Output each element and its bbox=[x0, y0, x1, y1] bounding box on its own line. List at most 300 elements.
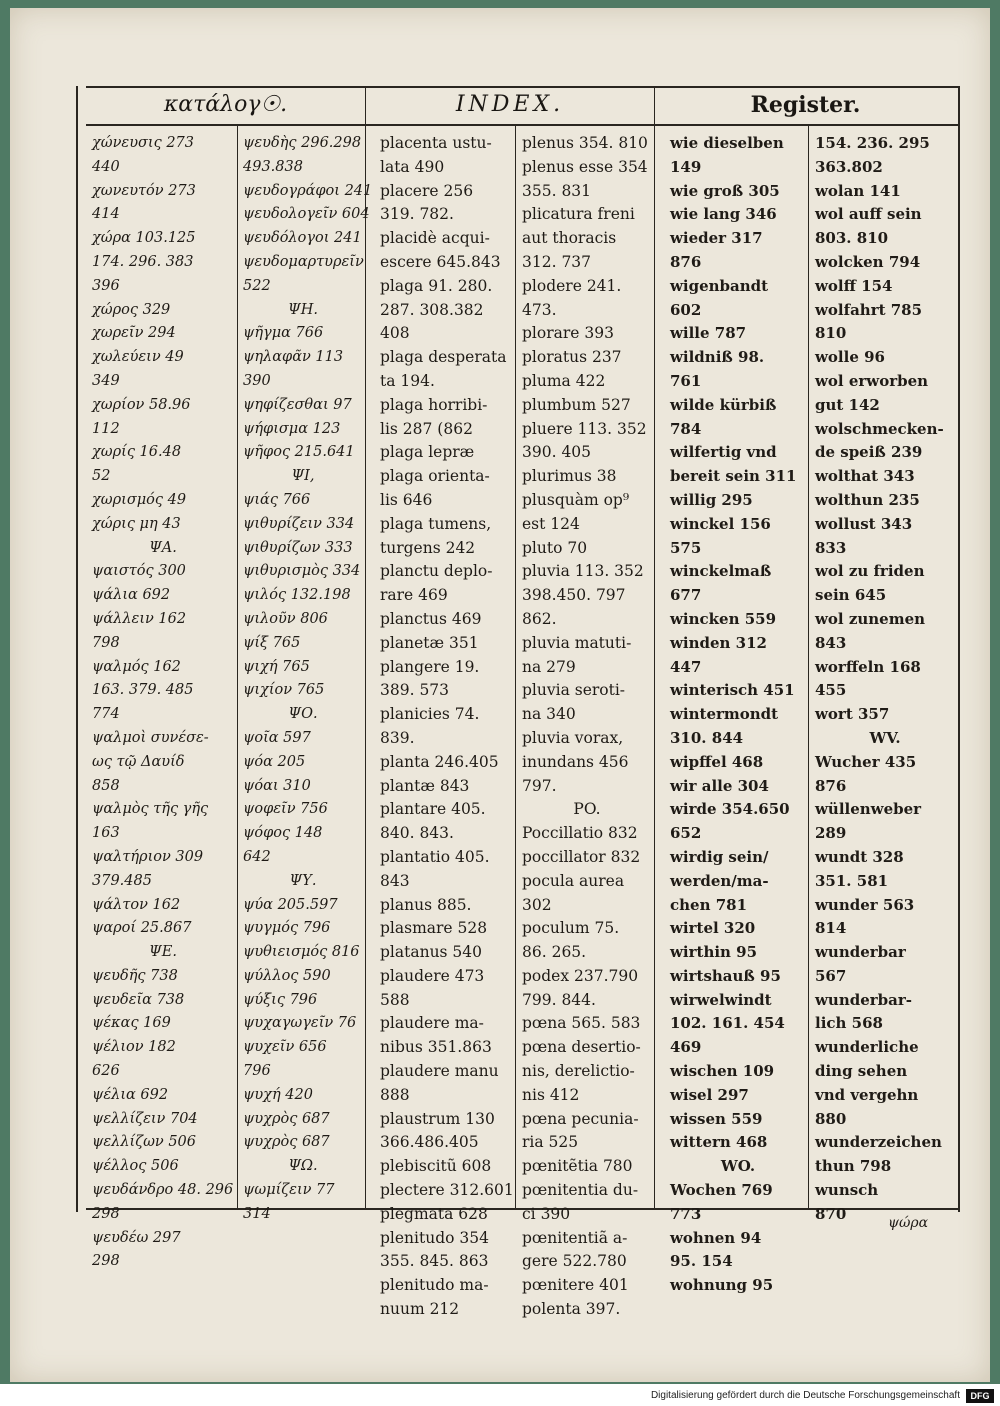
index-entry: ψιθυρίζων 333 bbox=[243, 539, 353, 556]
index-entry: 102. 161. 454 bbox=[670, 1014, 785, 1033]
index-entry: plaga tumens, bbox=[380, 514, 492, 533]
index-entry: 86. 265. bbox=[522, 943, 587, 962]
index-entry: plangere 19. bbox=[380, 657, 480, 676]
index-entry: plaga orienta- bbox=[380, 467, 490, 486]
index-entry: 799. 844. bbox=[522, 990, 596, 1009]
index-entry: ψευδολογεῖν 604 bbox=[243, 206, 370, 223]
catchword: ψώρα bbox=[888, 1215, 929, 1231]
index-entry: wirdig sein/ bbox=[670, 847, 769, 866]
index-entry: plodere 241. bbox=[522, 276, 622, 295]
index-entry: 588 bbox=[380, 990, 410, 1009]
index-entry: χώρις μη 43 bbox=[92, 515, 181, 532]
index-entry: plaga horribi- bbox=[380, 395, 488, 414]
index-entry: ψευδομαρτυρεῖν bbox=[243, 253, 364, 270]
index-entry: planctus 469 bbox=[380, 609, 482, 628]
index-entry: 784 bbox=[670, 419, 702, 438]
funding-credit: Digitalisierung gefördert durch die Deutsche Forschungsgemeinschaft bbox=[650, 1390, 960, 1401]
index-entry: ψέλια 692 bbox=[92, 1086, 169, 1103]
index-entry: 408 bbox=[380, 324, 410, 343]
index-entry: plantare 405. bbox=[380, 800, 486, 819]
index-entry: ΨΥ. bbox=[289, 872, 317, 889]
index-entry: pœna pecunia- bbox=[522, 1109, 639, 1128]
index-entry: ψιθυρίζειν 334 bbox=[243, 515, 355, 532]
index-entry: winterisch 451 bbox=[670, 681, 795, 700]
index-entry: plebiscitũ 608 bbox=[380, 1157, 492, 1176]
index-entry: wohnung 95 bbox=[670, 1276, 774, 1295]
index-entry: wunderzeichen bbox=[815, 1133, 942, 1152]
index-entry: 310. 844 bbox=[670, 728, 744, 747]
index-entry: 455 bbox=[815, 681, 847, 700]
index-entry: 880 bbox=[815, 1109, 847, 1128]
index-entry: ψῆγμα 766 bbox=[243, 325, 324, 342]
index-entry: wir alle 304 bbox=[670, 776, 769, 795]
index-entry: pluto 70 bbox=[522, 538, 588, 557]
index-entry: wigenbandt bbox=[670, 276, 769, 295]
index-entry: wolle 96 bbox=[815, 348, 885, 367]
index-entry: inundans 456 bbox=[522, 752, 629, 771]
index-entry: wolfahrt 785 bbox=[815, 300, 923, 319]
index-entry: placere 256 bbox=[380, 181, 474, 200]
index-entry: 493.838 bbox=[243, 158, 303, 175]
index-entry: 833 bbox=[815, 538, 847, 557]
index-entry: ψαλτήριον 309 bbox=[92, 848, 204, 865]
index-entry: 298 bbox=[92, 1253, 120, 1270]
index-entry: worffeln 168 bbox=[815, 657, 921, 676]
index-entry: polenta 397. bbox=[522, 1300, 621, 1319]
index-entry: de speiß 239 bbox=[815, 443, 923, 462]
german-column-left bbox=[670, 132, 806, 1295]
index-entry: 642 bbox=[243, 848, 271, 865]
index-entry: 396 bbox=[92, 277, 120, 294]
index-entry: planetæ 351 bbox=[380, 633, 479, 652]
index-entry: plurimus 38 bbox=[522, 467, 617, 486]
index-entry: ψυγμός 796 bbox=[243, 920, 331, 937]
index-entry: 287. 308.382 bbox=[380, 300, 484, 319]
index-entry: plaga 91. 280. bbox=[380, 276, 493, 295]
index-entry: 351. 581 bbox=[815, 871, 889, 890]
index-entry: pœnitẽtia 780 bbox=[522, 1157, 633, 1176]
index-entry: wirtel 320 bbox=[670, 919, 756, 938]
latin-column-right bbox=[522, 132, 652, 1319]
index-entry: 355. 845. 863 bbox=[380, 1252, 489, 1271]
index-entry: Poccillatio 832 bbox=[522, 824, 638, 843]
index-entry: Wucher 435 bbox=[815, 752, 917, 771]
index-entry: wolthun 235 bbox=[815, 490, 920, 509]
index-entry: 626 bbox=[92, 1063, 120, 1080]
index-entry: plusquàm op⁹ bbox=[522, 490, 630, 509]
index-entry: 858 bbox=[92, 777, 120, 794]
index-entry: WV. bbox=[869, 728, 901, 747]
index-entry: χώρα 103.125 bbox=[92, 230, 196, 247]
index-entry: pluvia vorax, bbox=[522, 728, 624, 747]
index-entry: ψιχή 765 bbox=[243, 658, 310, 675]
index-entry: wintermondt bbox=[670, 705, 779, 724]
index-entry: nuum 212 bbox=[380, 1300, 460, 1319]
index-entry: wüllenweber bbox=[815, 800, 922, 819]
index-entry: 522 bbox=[243, 277, 271, 294]
index-entry: 440 bbox=[92, 158, 120, 175]
index-entry: pœnitentiã a- bbox=[522, 1228, 628, 1247]
index-entry: 302 bbox=[522, 895, 552, 914]
index-entry: vnd vergehn bbox=[815, 1085, 919, 1104]
index-entry: ψόφος 148 bbox=[243, 825, 323, 842]
index-entry: 774 bbox=[92, 706, 120, 723]
index-entry: ψηλαφᾶν 113 bbox=[243, 349, 344, 366]
index-entry: 163 bbox=[92, 825, 120, 842]
index-entry: plorare 393 bbox=[522, 324, 614, 343]
index-entry: wunder 563 bbox=[815, 895, 915, 914]
index-entry: wieder 317 bbox=[670, 229, 763, 248]
index-entry: ΨΗ. bbox=[288, 301, 318, 318]
index-entry: wollust 343 bbox=[815, 514, 913, 533]
index-entry: wolthat 343 bbox=[815, 467, 915, 486]
index-entry: wol auff sein bbox=[815, 205, 922, 224]
index-entry: wipffel 468 bbox=[670, 752, 764, 771]
index-entry: pluvia matuti- bbox=[522, 633, 632, 652]
index-entry: 366.486.405 bbox=[380, 1133, 479, 1152]
index-entry: plasmare 528 bbox=[380, 919, 488, 938]
index-entry: pœnitere 401 bbox=[522, 1276, 629, 1295]
index-entry: plicatura freni bbox=[522, 205, 635, 224]
index-entry: WO. bbox=[720, 1157, 756, 1176]
index-entry: pluma 422 bbox=[522, 371, 606, 390]
index-entry: 803. 810 bbox=[815, 229, 889, 248]
index-entry: ΨΩ. bbox=[288, 1158, 318, 1175]
index-entry: plumbum 527 bbox=[522, 395, 631, 414]
index-entry: 810 bbox=[815, 324, 847, 343]
index-entry: ψυχρὸς 687 bbox=[243, 1110, 330, 1127]
index-entry: wort 357 bbox=[815, 705, 890, 724]
register-heading: Register. bbox=[750, 92, 861, 118]
index-entry: ψευδεῖα 738 bbox=[92, 991, 185, 1008]
index-entry: ψελλίζων 506 bbox=[92, 1134, 196, 1151]
index-entry: placidè acqui- bbox=[380, 229, 490, 248]
index-entry: 876 bbox=[670, 252, 702, 271]
index-entry: ta 194. bbox=[380, 371, 435, 390]
index-entry: podex 237.790 bbox=[522, 966, 639, 985]
index-entry: ψοῖα 597 bbox=[243, 729, 311, 746]
index-entry: plaudere manu bbox=[380, 1062, 499, 1081]
index-entry: rare 469 bbox=[380, 586, 448, 605]
index-entry: ΨΑ. bbox=[149, 539, 177, 556]
index-entry: 390. 405 bbox=[522, 443, 592, 462]
index-entry: lata 490 bbox=[380, 157, 445, 176]
index-entry: ψευδόλογοι 241 bbox=[243, 230, 362, 247]
index-entry: chen 781 bbox=[670, 895, 748, 914]
index-entry: 761 bbox=[670, 371, 702, 390]
index-entry: 796 bbox=[243, 1063, 271, 1080]
index-entry: ψέλιον 182 bbox=[92, 1039, 176, 1056]
index-entry: ψυχή 420 bbox=[243, 1086, 313, 1103]
index-entry: pocula aurea bbox=[522, 871, 625, 890]
index-entry: wol erworben bbox=[815, 371, 929, 390]
index-entry: ψελλίζειν 704 bbox=[92, 1110, 198, 1127]
index-entry: plenitudo ma- bbox=[380, 1276, 489, 1295]
index-entry: wittern 468 bbox=[670, 1133, 768, 1152]
index-entry: 163. 379. 485 bbox=[92, 682, 194, 699]
index-entry: 862. bbox=[522, 609, 557, 628]
index-entry: lich 568 bbox=[815, 1014, 883, 1033]
greek-column-left bbox=[92, 132, 234, 1270]
index-entry: ψίξ 765 bbox=[243, 634, 301, 651]
index-entry: PO. bbox=[573, 800, 601, 819]
index-entry: poculum 75. bbox=[522, 919, 620, 938]
index-entry: platanus 540 bbox=[380, 943, 483, 962]
index-entry: wirwelwindt bbox=[670, 990, 772, 1009]
index-entry: 798 bbox=[92, 634, 120, 651]
index-entry: wissen 559 bbox=[670, 1109, 763, 1128]
index-entry: nibus 351.863 bbox=[380, 1038, 492, 1057]
index-entry: wunsch bbox=[815, 1181, 879, 1200]
index-entry: 52 bbox=[92, 468, 111, 485]
index-entry: wie groß 305 bbox=[670, 181, 780, 200]
index-entry: turgens 242 bbox=[380, 538, 476, 557]
index-entry: ψυχαγωγεῖν 76 bbox=[243, 1015, 357, 1032]
index-entry: ψάλτον 162 bbox=[92, 896, 181, 913]
index-entry: 389. 573 bbox=[380, 681, 450, 700]
index-entry: χωρίον 58.96 bbox=[92, 396, 191, 413]
index-entry: 840. 843. bbox=[380, 824, 454, 843]
index-entry: ψωμίζειν 77 bbox=[243, 1182, 335, 1199]
index-entry: 575 bbox=[670, 538, 702, 557]
index-entry: 814 bbox=[815, 919, 847, 938]
index-entry: 469 bbox=[670, 1038, 702, 1057]
index-entry: na 279 bbox=[522, 657, 576, 676]
index-entry: pœna 565. 583 bbox=[522, 1014, 641, 1033]
index-entry: wol zunemen bbox=[815, 609, 926, 628]
section-divider-latin-german bbox=[654, 86, 655, 1210]
index-entry: wirde 354.650 bbox=[670, 800, 790, 819]
index-entry: ψέκας 169 bbox=[92, 1015, 171, 1032]
index-entry: 447 bbox=[670, 657, 702, 676]
index-entry: ψύλλος 590 bbox=[243, 967, 331, 984]
index-entry: 349 bbox=[92, 372, 120, 389]
index-entry: ψαιστός 300 bbox=[92, 563, 186, 580]
index-entry: winckel 156 bbox=[670, 514, 771, 533]
index-entry: wisel 297 bbox=[670, 1085, 749, 1104]
index-entry: 843 bbox=[815, 633, 847, 652]
index-entry: 652 bbox=[670, 824, 702, 843]
index-entry: ψέλλος 506 bbox=[92, 1158, 179, 1175]
index-entry: ψῆφος 215.641 bbox=[243, 444, 355, 461]
index-entry: wolschmecken- bbox=[815, 419, 944, 438]
index-entry: 414 bbox=[92, 206, 120, 223]
index-entry: ΨΕ. bbox=[149, 944, 177, 961]
index-entry: plenus esse 354 bbox=[522, 157, 648, 176]
index-entry: ψάλια 692 bbox=[92, 587, 171, 604]
index-entry: 154. 236. 295 bbox=[815, 134, 930, 152]
index-entry: plantatio 405. bbox=[380, 847, 490, 866]
index-entry: 174. 296. 383 bbox=[92, 253, 194, 270]
top-rule bbox=[86, 86, 958, 88]
index-entry: thun 798 bbox=[815, 1157, 892, 1176]
index-entry: bereit sein 311 bbox=[670, 467, 797, 486]
index-entry: wolan 141 bbox=[815, 181, 901, 200]
index-entry: ψευδῆς 738 bbox=[92, 967, 178, 984]
index-entry: wolcken 794 bbox=[815, 252, 921, 271]
index-entry: poccillator 832 bbox=[522, 847, 641, 866]
index-entry: winden 312 bbox=[670, 633, 767, 652]
index-entry: 314 bbox=[243, 1205, 271, 1222]
index-entry: ψαροί 25.867 bbox=[92, 920, 192, 937]
index-entry: planus 885. bbox=[380, 895, 472, 914]
index-entry: wille 787 bbox=[670, 324, 747, 343]
section-divider-greek-latin bbox=[365, 86, 366, 1210]
index-entry: ψιθυρισμὸς 334 bbox=[243, 563, 361, 580]
index-entry: ria 525 bbox=[522, 1133, 579, 1152]
index-entry: lis 646 bbox=[380, 490, 433, 509]
index-entry: wunderbar bbox=[815, 943, 906, 962]
index-entry: wohnen 94 bbox=[670, 1228, 762, 1247]
index-entry: wol zu friden bbox=[815, 562, 925, 581]
index-entry: ψιχίον 765 bbox=[243, 682, 325, 699]
index-entry: planicies 74. bbox=[380, 705, 480, 724]
index-entry: ding sehen bbox=[815, 1062, 908, 1081]
index-entry: wilfertig vnd bbox=[670, 443, 777, 462]
index-entry: ψευδάνδρο 48. 296 bbox=[92, 1182, 234, 1199]
index-entry: ψάλλειν 162 bbox=[92, 610, 187, 627]
index-entry: plenus 354. 810 bbox=[522, 134, 648, 152]
index-entry: planta 246.405 bbox=[380, 752, 499, 771]
index-entry: wie dieselben bbox=[670, 134, 784, 152]
index-entry: ψαλμός 162 bbox=[92, 658, 181, 675]
index-entry: placenta ustu- bbox=[380, 134, 492, 152]
index-entry: ψήφισμα 123 bbox=[243, 420, 341, 437]
index-entry: 363.802 bbox=[815, 157, 883, 176]
index-entry: 677 bbox=[670, 586, 702, 605]
index-entry: wunderliche bbox=[815, 1038, 919, 1057]
index-entry: willig 295 bbox=[670, 490, 753, 509]
index-entry: aut thoracis bbox=[522, 229, 617, 248]
index-entry: ci 390 bbox=[522, 1204, 571, 1223]
index-heading: INDEX. bbox=[455, 92, 565, 117]
index-entry: ΨΟ. bbox=[288, 706, 318, 723]
index-entry: 797. bbox=[522, 776, 557, 795]
index-entry: plaudere ma- bbox=[380, 1014, 484, 1033]
index-entry: winckelmaß bbox=[670, 562, 772, 581]
index-entry: pœna desertio- bbox=[522, 1038, 641, 1057]
index-entry: ploratus 237 bbox=[522, 348, 622, 367]
index-entry: pœnitentia du- bbox=[522, 1181, 639, 1200]
index-entry: χωρισμός 49 bbox=[92, 491, 187, 508]
index-entry: 390 bbox=[243, 372, 271, 389]
index-entry: nis 412 bbox=[522, 1085, 580, 1104]
index-entry: plaga desperata bbox=[380, 348, 507, 367]
index-entry: ψύα 205.597 bbox=[243, 896, 338, 913]
greek-column-right bbox=[243, 132, 373, 1222]
index-entry: nis, derelictio- bbox=[522, 1062, 635, 1081]
index-entry: ψιλός 132.198 bbox=[243, 587, 351, 604]
index-entry: 398.450. 797 bbox=[522, 586, 626, 605]
index-entry: ως τῷ Δαυίδ bbox=[92, 753, 185, 770]
index-entry: ψύξις 796 bbox=[243, 991, 318, 1008]
index-entry: ψυχεῖν 656 bbox=[243, 1039, 327, 1056]
index-entry: ψοφεῖν 756 bbox=[243, 801, 328, 818]
index-entry: wundt 328 bbox=[815, 847, 904, 866]
index-entry: plenitudo 354 bbox=[380, 1228, 489, 1247]
index-entry: wolff 154 bbox=[815, 276, 893, 295]
index-entry: χώνευσις 273 bbox=[92, 135, 195, 151]
index-entry: 473. bbox=[522, 300, 557, 319]
index-entry: planctu deplo- bbox=[380, 562, 493, 581]
index-entry: wincken 559 bbox=[670, 609, 777, 628]
index-entry: 149 bbox=[670, 157, 702, 176]
greek-heading: κατάλογ☉. bbox=[163, 92, 288, 117]
index-entry: plaga lepræ bbox=[380, 443, 475, 462]
index-entry: wilde kürbiß bbox=[670, 395, 777, 414]
footer-bar bbox=[0, 1388, 1000, 1406]
index-entry: escere 645.843 bbox=[380, 252, 501, 271]
index-entry: wirthin 95 bbox=[670, 943, 758, 962]
index-entry: est 124 bbox=[522, 514, 580, 533]
index-entry: lis 287 (862 bbox=[380, 419, 473, 438]
latin-column-left bbox=[380, 132, 514, 1319]
index-entry: 298 bbox=[92, 1205, 120, 1222]
header-rule bbox=[86, 124, 958, 126]
index-entry: wunderbar- bbox=[815, 990, 912, 1009]
index-entry: wildniß 98. bbox=[670, 348, 765, 367]
dfg-logo: DFG bbox=[966, 1389, 994, 1403]
index-entry: plantæ 843 bbox=[380, 776, 470, 795]
index-entry: pluvia 113. 352 bbox=[522, 562, 644, 581]
column-divider-greek bbox=[237, 126, 238, 1210]
index-entry: 355. 831 bbox=[522, 181, 592, 200]
index-entry: sein 645 bbox=[815, 586, 887, 605]
index-entry: 839. bbox=[380, 728, 415, 747]
index-entry: wirtshauß 95 bbox=[670, 966, 781, 985]
index-entry: gut 142 bbox=[815, 395, 880, 414]
index-entry: plaudere 473 bbox=[380, 966, 485, 985]
index-entry: ψευδέω 297 bbox=[92, 1229, 181, 1246]
index-entry: 379.485 bbox=[92, 872, 152, 889]
index-entry: 112 bbox=[92, 420, 120, 437]
index-entry: 843 bbox=[380, 871, 410, 890]
index-entry: 773 bbox=[670, 1204, 702, 1223]
index-entry: 876 bbox=[815, 776, 847, 795]
index-entry: χώρος 329 bbox=[92, 301, 171, 318]
index-entry: ψηφίζεσθαι 97 bbox=[243, 396, 352, 413]
index-entry: 289 bbox=[815, 824, 847, 843]
index-entry: χωρεῖν 294 bbox=[92, 325, 176, 342]
index-entry: 312. 737 bbox=[522, 252, 592, 271]
index-entry: ψιλοῦν 806 bbox=[243, 610, 328, 627]
index-entry: χωνευτόν 273 bbox=[92, 182, 196, 199]
index-entry: plegmata 628 bbox=[380, 1204, 488, 1223]
index-entry: ψόαι 310 bbox=[243, 777, 311, 794]
index-entry: ψιάς 766 bbox=[243, 491, 311, 508]
index-entry: ψυθιεισμός 816 bbox=[243, 944, 360, 961]
index-entry: χωρίς 16.48 bbox=[92, 444, 182, 461]
index-entry: gere 522.780 bbox=[522, 1252, 627, 1271]
index-entry: ψυχρὸς 687 bbox=[243, 1134, 330, 1151]
index-entry: ψευδὴς 296.298 bbox=[243, 135, 362, 151]
index-entry: χωλεύειν 49 bbox=[92, 349, 184, 366]
index-entry: Wochen 769 bbox=[670, 1181, 773, 1200]
index-entry: 567 bbox=[815, 966, 847, 985]
index-entry: pluere 113. 352 bbox=[522, 419, 647, 438]
index-entry: 95. 154 bbox=[670, 1252, 733, 1271]
index-entry: 870 bbox=[815, 1204, 847, 1223]
index-entry: 602 bbox=[670, 300, 702, 319]
index-entry: ψαλμὸς τῆς γῆς bbox=[92, 801, 209, 818]
index-entry: ψόα 205 bbox=[243, 753, 306, 770]
index-entry: wischen 109 bbox=[670, 1062, 775, 1081]
column-divider-latin bbox=[515, 126, 516, 1210]
index-entry: 319. 782. bbox=[380, 205, 454, 224]
index-entry: ψευδογράφοι 241 bbox=[243, 182, 373, 199]
index-entry: 888 bbox=[380, 1085, 410, 1104]
column-divider-german bbox=[808, 126, 809, 1210]
